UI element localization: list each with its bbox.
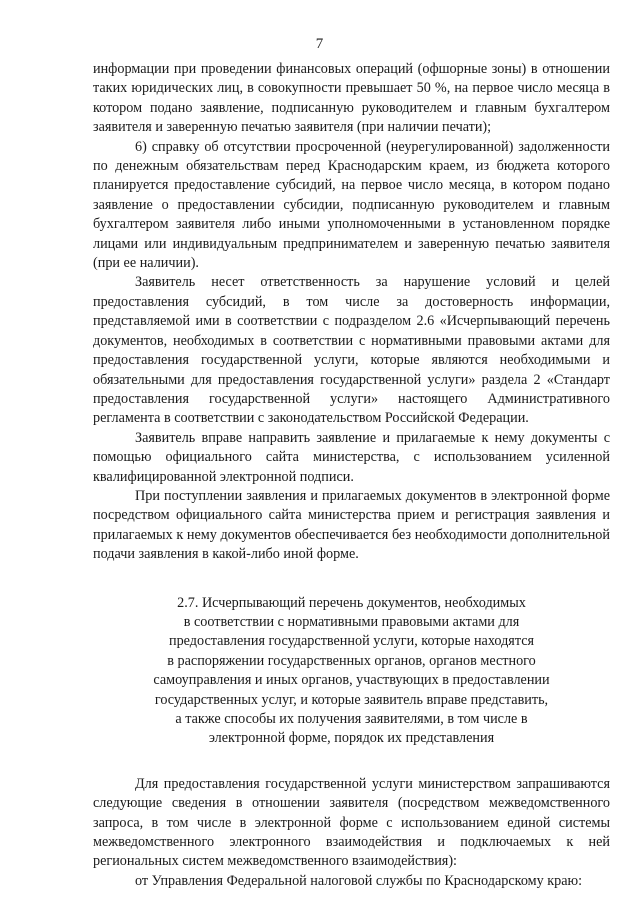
document-body <box>93 60 610 891</box>
heading-line: государственных услуг, и которые заявитель вправе представить, <box>154 691 549 708</box>
paragraph-interagency-request: Для предоставления государственной услуги министерством запрашиваются следующие сведения в отношении заявителя (посредством межведомственного запроса, в том числе в электронной форме с использованием единой системы межведомственного электронного взаимодействия и подключаемых к ней региональных систем межведомственного взаимодействия): <box>93 775 610 870</box>
page-number: 7 <box>315 36 324 52</box>
paragraph-tax-service: от Управления Федеральной налоговой службы по Краснодарскому краю: <box>135 872 583 889</box>
heading-line: в соответствии с нормативными правовыми актами для <box>183 613 520 630</box>
heading-line: электронной форме, порядок их представления <box>208 730 495 747</box>
paragraph-applicant-responsibility: Заявитель несет ответственность за нарушение условий и целей предоставления субсидий, в том числе за достоверность информации, представляемой ими в соответствии с подразделом 2.6 «Исчерпывающий перечень документов, необходимых в соответствии с нормативными правовыми актами для предоставления государственной услуги, которые являются необходимыми и обязательными для предоставления государственной услуги» раздела 2 «Стандарт предоставления государственной услуги» настоящего Административного регламента в соответствии с законодательством Российской Федерации. <box>93 274 610 427</box>
paragraph-electronic-receipt: При поступлении заявления и прилагаемых документов в электронной форме посредством официального сайта министерства прием и регистрация заявления и прилагаемых к нему документов обеспечивается без необходимости дополнительной подачи заявления в какой-либо иной форме. <box>93 487 610 563</box>
paragraph-offshore-continuation: информации при проведении финансовых операций (офшорные зоны) в отношении таких юридических лиц, в совокупности превышает 50 %, на первое число месяца в котором подано заявление, подписанную руководителем и главным бухгалтером заявителя и заверенную печатью заявителя (при наличии печати); <box>93 61 610 136</box>
section-heading-2-7 <box>93 594 610 749</box>
heading-line: а также способы их получения заявителями, в том числе в <box>175 711 528 727</box>
paragraph-item-6-debt-certificate: 6) справку об отсутствии просроченной (неурегулированной) задолженности по денежным обязательствам перед Краснодарским краем, из бюджета которого планируется предоставление субсидий, на первое число месяца, в котором подано заявление о предоставлении субсидии, подписанную руководителем и главным бухгалтером заявителя либо иными уполномоченными в установленном порядке лицами или индивидуальным предпринимателем и заверенную печатью заявителя (при ее наличии). <box>93 138 610 272</box>
heading-line: 2.7. Исчерпывающий перечень документов, необходимых <box>177 594 526 611</box>
heading-line: предоставления государственной услуги, которые находятся <box>168 633 535 650</box>
heading-line: в распоряжении государственных органов, органов местного <box>167 652 536 669</box>
paragraph-electronic-submission: Заявитель вправе направить заявление и прилагаемые к нему документы с помощью официального сайта министерства, с использованием усиленной квалифицированной электронной подписи. <box>93 429 610 485</box>
heading-line: самоуправления и иных органов, участвующих в предоставлении <box>153 672 550 689</box>
